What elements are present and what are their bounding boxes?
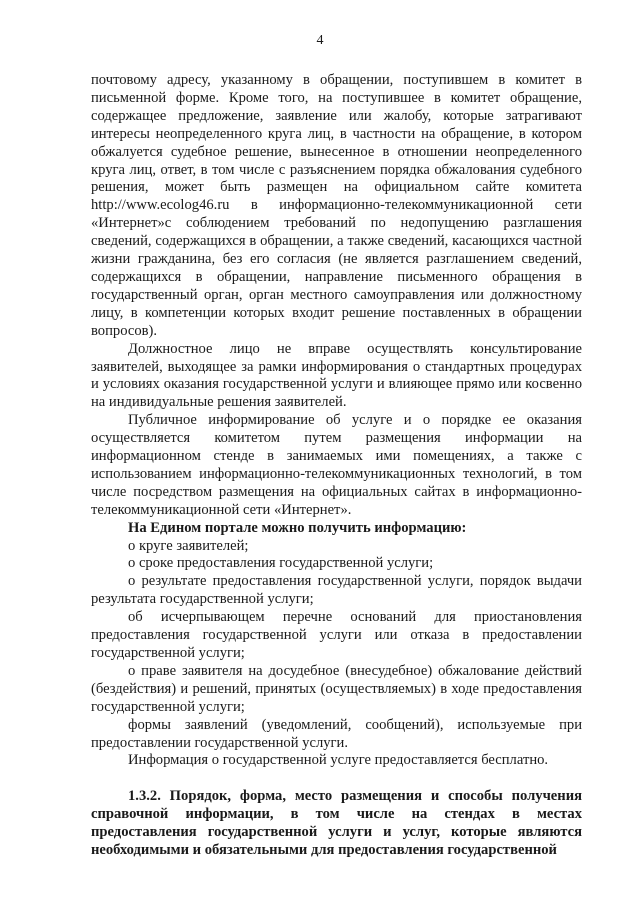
document-body: [91, 72, 582, 860]
list-item: о праве заявителя на досудебное (внесудебное) обжалование действий (бездействия) и решений, принятых (осуществляемых) в ходе предоставления государственной услуги;: [91, 662, 582, 715]
list-item: о круге заявителей;: [128, 537, 249, 554]
paragraph-free-info: Информация о государственной услуге предоставляется бесплатно.: [128, 752, 549, 769]
paragraph-official-restriction: Должностное лицо не вправе осуществлять консультирование заявителей, выходящее за рамки информирования о стандартных процедурах и условиях оказания государственной услуги и влияющее прямо или косвенно на индивидуальные решения заявителей.: [91, 340, 582, 411]
list-item: о сроке предоставления государственной услуги;: [128, 555, 434, 572]
paragraph-public-informing: Публичное информирование об услуге и о порядке ее оказания осуществляется комитетом путем размещения информации на информационном стенде в занимаемых ими помещениях, а также с использованием информационно-телекоммуникационных технологий, в том числе посредством размещения на официальных сайтах в информационно-телекоммуникационной сети «Интернет».: [91, 412, 582, 518]
portal-heading: На Едином портале можно получить информацию:: [128, 519, 467, 536]
paragraph-mailing-address: почтовому адресу, указанному в обращении, поступившем в комитет в письменной форме. Кроме того, на поступившее в комитет обращение, содержащее предложение, заявление или жалобу, которые затрагивают интересы неопределенного круга лиц, в частности на обращение, в котором обжалуется судебное решение, вынесенное в отношении неопределенного круга лиц, ответ, в том числе с разъяснением порядка обжалования судебного решения, может быть размещен на официальном сайте комитета http://www.ecolog46.ru в информационно-телекоммуникационной сети «Интернет»с соблюдением требований по недопущению разглашения сведений, содержащихся в обращении, а также сведений, касающихся частной жизни гражданина, без его согласия (не является разглашением сведений, содержащихся в обращении, направление письменного обращения в государственный орган, орган местного самоуправления или должностному лицу, в компетенции которых входит решение поставленных в обращении вопросов).: [91, 72, 582, 339]
list-item: о результате предоставления государственной услуги, порядок выдачи результата государственной услуги;: [91, 573, 582, 608]
page-number: 4: [316, 33, 324, 48]
list-item: формы заявлений (уведомлений, сообщений), используемые при предоставлении государственной услуги.: [91, 716, 582, 751]
section-heading: 1.3.2. Порядок, форма, место размещения и способы получения справочной информации, в том числе на стендах в местах предоставления государственной услуги и услуг, которые являются необходимыми и обязательными для предоставления государственной: [91, 788, 582, 859]
list-item: об исчерпывающем перечне оснований для приостановления предоставления государственной услуги или отказа в предоставлении государственной услуги;: [91, 609, 582, 661]
section-spacer: [91, 770, 582, 788]
